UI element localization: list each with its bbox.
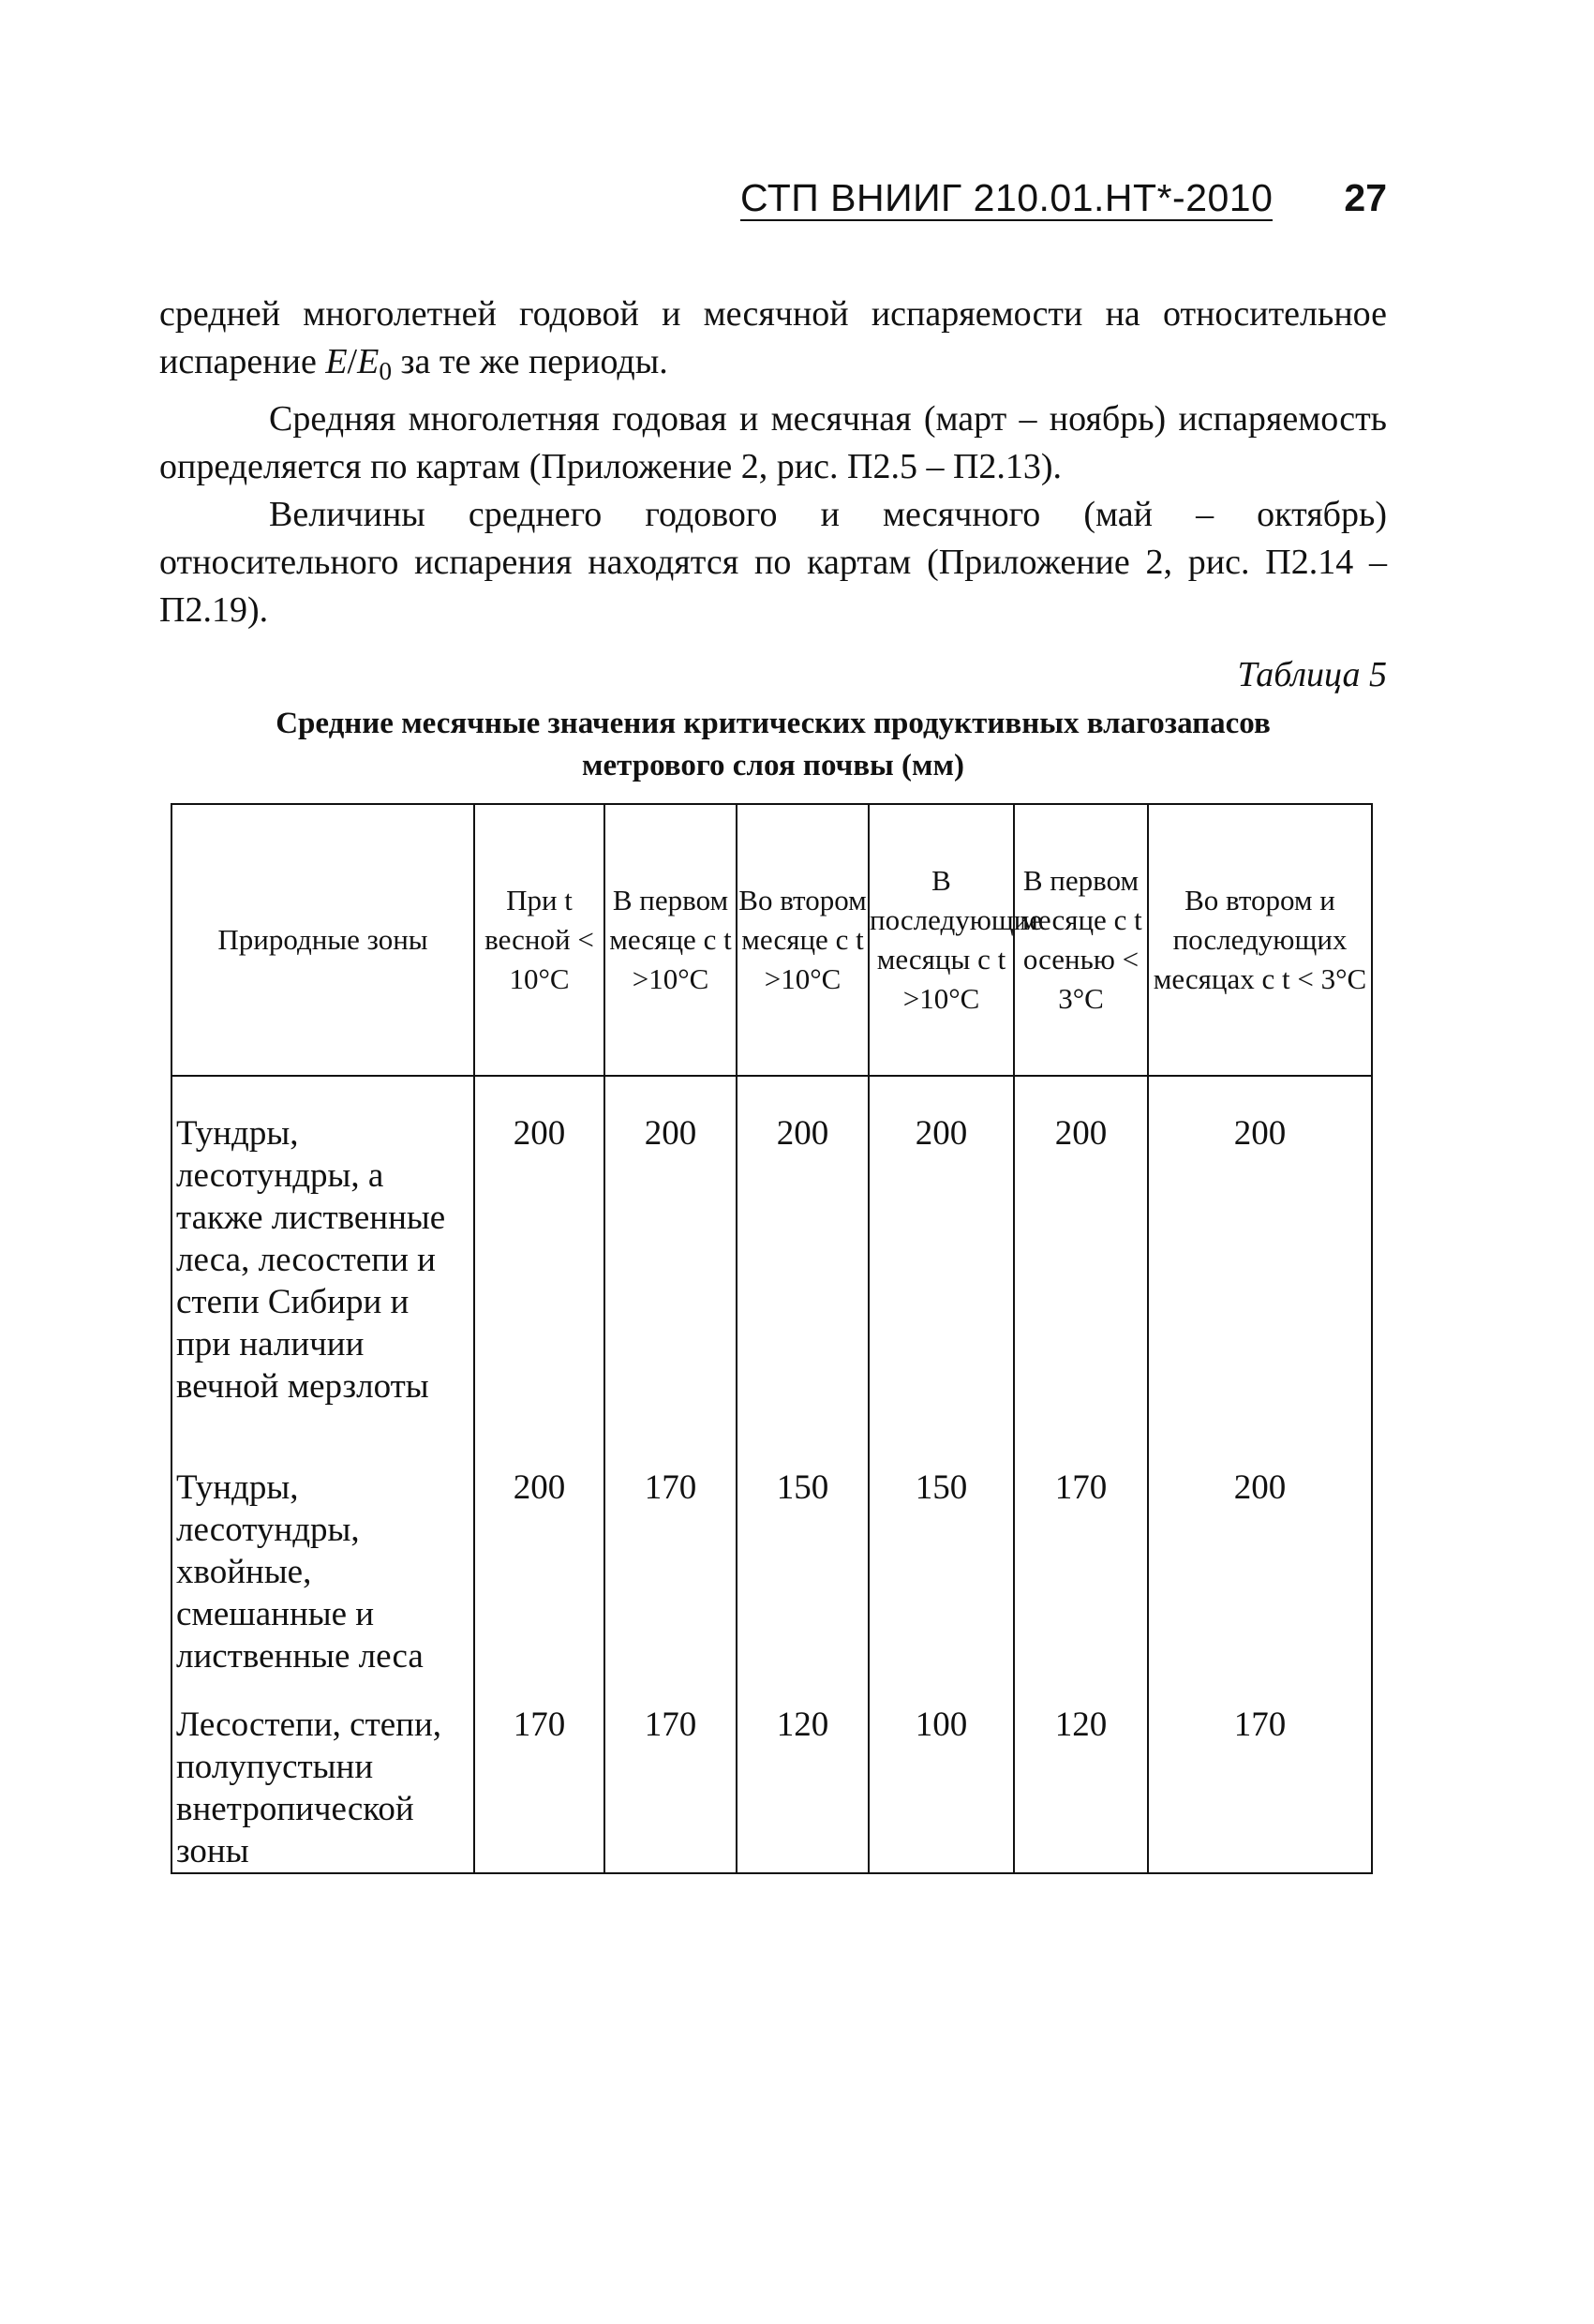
value-cell: 170 <box>1014 1440 1148 1677</box>
table-title-line-2: метрового слоя почвы (мм) <box>582 749 964 782</box>
paragraph-1-text: средней многолетней годовой и месячной испаряемости на относительное испарение <box>159 294 1387 381</box>
value-cell: 170 <box>1148 1677 1372 1873</box>
header-first-month-autumn-below-3: В первом месяце с t осенью < 3°С <box>1014 804 1148 1076</box>
value-cell: 200 <box>604 1076 737 1440</box>
table-header-row <box>171 804 1372 1076</box>
value-cell: 200 <box>869 1076 1014 1440</box>
paragraph-3: Величины среднего годового и месячного (май – октябрь) относительного испарения находятся по картам (Приложение 2, рис. П2.14 – П2.19). <box>159 494 1387 630</box>
table-title-line-1: Средние месячные значения критических продуктивных влагозапасов <box>276 707 1271 740</box>
running-head <box>740 176 1387 232</box>
value-cell: 170 <box>474 1677 604 1873</box>
value-cell: 200 <box>474 1440 604 1677</box>
zone-cell: Тундры, лесотундры, а также лиственные леса, лесостепи и степи Сибири и при наличии вечной мерзлоты <box>171 1076 474 1440</box>
table-title <box>159 703 1387 787</box>
header-spring-t: При t весной < 10°С <box>474 804 604 1076</box>
header-second-following-below-3: Во втором и последующих месяцах с t < 3°С <box>1148 804 1372 1076</box>
value-cell: 200 <box>474 1076 604 1440</box>
formula-e0: E <box>357 342 380 381</box>
paragraph-1-end: за те же периоды. <box>392 342 668 381</box>
value-cell: 170 <box>604 1440 737 1677</box>
zone-cell: Тундры, лесотундры, хвойные, смешанные и лиственные леса <box>171 1440 474 1677</box>
value-cell: 120 <box>1014 1677 1148 1873</box>
paragraph-2: Средняя многолетняя годовая и месячная (март – ноябрь) испаряемость определяется по картам (Приложение 2, рис. П2.5 – П2.13). <box>159 398 1387 486</box>
table-number: Таблица 5 <box>1237 655 1387 694</box>
document-code: СТП ВНИИГ 210.01.НТ*-2010 <box>740 176 1274 219</box>
table-row <box>171 1440 1372 1677</box>
header-following-months-above-10: В последующие месяцы с t >10°С <box>869 804 1014 1076</box>
formula-e: E <box>325 342 348 381</box>
value-cell: 200 <box>1148 1076 1372 1440</box>
paragraph-1 <box>159 290 1387 395</box>
header-natural-zones: Природные зоны <box>171 804 474 1076</box>
formula-slash: / <box>347 342 358 381</box>
critical-moisture-table <box>171 803 1373 1874</box>
page-number: 27 <box>1344 176 1387 219</box>
value-cell: 150 <box>737 1440 869 1677</box>
value-cell: 100 <box>869 1677 1014 1873</box>
value-cell: 200 <box>1148 1440 1372 1677</box>
value-cell: 120 <box>737 1677 869 1873</box>
value-cell: 150 <box>869 1440 1014 1677</box>
value-cell: 170 <box>604 1677 737 1873</box>
header-second-month-above-10: Во втором месяце с t >10°С <box>737 804 869 1076</box>
formula-subscript: 0 <box>379 356 392 385</box>
value-cell: 200 <box>1014 1076 1148 1440</box>
table-row <box>171 1677 1372 1873</box>
body-text <box>159 290 1387 634</box>
header-first-month-above-10: В первом месяце с t >10°С <box>604 804 737 1076</box>
table-row <box>171 1076 1372 1440</box>
zone-cell: Лесостепи, степи, полупустыни внетропической зоны <box>171 1677 474 1873</box>
value-cell: 200 <box>737 1076 869 1440</box>
